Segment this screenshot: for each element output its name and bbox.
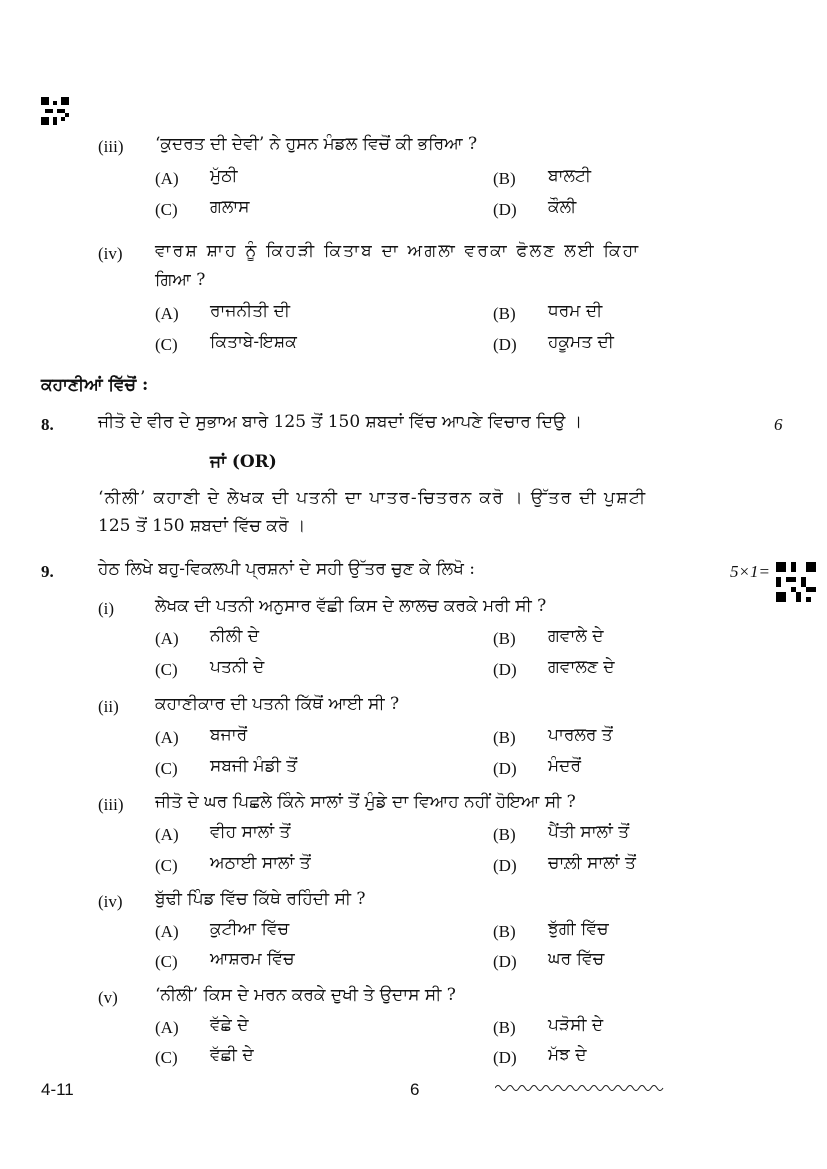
question-text: ‘ਕੁਦਰਤ ਦੀ ਦੇਵੀ’ ਨੇ ਹੁਸਨ ਮੰਡਲ ਵਿਚੋਂ ਕੀ ਭਰਿਆ ? [155, 134, 478, 154]
question-label: (v) [98, 988, 118, 1007]
option-text: ਅਠਾਈ ਸਾਲਾਂ ਤੋਂ [210, 853, 311, 873]
option-text: ਪੜੋਸੀ ਦੇ [548, 1015, 604, 1035]
option-key: (B) [493, 728, 516, 747]
option-key: (C) [155, 200, 178, 219]
marks: 5×1= [730, 562, 770, 581]
question-number: 9. [41, 562, 54, 581]
option-key: (D) [493, 952, 517, 971]
option-key: (B) [493, 922, 516, 941]
option-key: (C) [155, 1048, 178, 1067]
option-text: ਮੁੱਠੀ [210, 166, 238, 186]
option-key: (C) [155, 335, 178, 354]
question-text: ਲੇਖਕ ਦੀ ਪਤਨੀ ਅਨੁਸਾਰ ਵੱਛੀ ਕਿਸ ਦੇ ਲਾਲਚ ਕਰਕੇ ਮਰੀ ਸੀ ? [155, 596, 547, 616]
option-text: ਪਾਰਲਰ ਤੋਂ [548, 725, 613, 745]
question-label: (iv) [98, 892, 123, 911]
question-text-alternative-continued: 125 ਤੋਂ 150 ਸ਼ਬਦਾਂ ਵਿੱਚ ਕਰੋ । [98, 516, 306, 536]
option-text: ਵੱਛੇ ਦੇ [210, 1015, 249, 1035]
paper-code: 4-11 [41, 1080, 74, 1099]
question-label: (iii) [98, 137, 124, 156]
option-key: (C) [155, 759, 178, 778]
option-key: (A) [155, 1018, 179, 1037]
question-label: (i) [98, 599, 115, 618]
qr-code-icon [776, 562, 816, 602]
question-text: ਬੁੱਢੀ ਪਿੰਡ ਵਿੱਚ ਕਿੱਥੇ ਰਹਿੰਦੀ ਸੀ ? [155, 889, 366, 909]
option-text: ਘਰ ਵਿੱਚ [548, 949, 605, 969]
option-key: (A) [155, 169, 179, 188]
option-key: (C) [155, 660, 178, 679]
question-text: ਜੀਤੋ ਦੇ ਵੀਰ ਦੇ ਸੁਭਾਅ ਬਾਰੇ 125 ਤੋਂ 150 ਸ਼ਬਦਾਂ ਵਿੱਚ ਆਪਣੇ ਵਿਚਾਰ ਦਿਉ । [98, 412, 583, 432]
option-text: ਵੀਹ ਸਾਲਾਂ ਤੋਂ [210, 822, 291, 842]
question-text-alternative: ‘ਨੀਲੀ’ ਕਹਾਣੀ ਦੇ ਲੇਖਕ ਦੀ ਪਤਨੀ ਦਾ ਪਾਤਰ-ਚਿਤਰਨ ਕਰੋ । ਉੱਤਰ ਦੀ ਪੁਸ਼ਟੀ [98, 488, 647, 508]
option-text: ਪੈਂਤੀ ਸਾਲਾਂ ਤੋਂ [548, 822, 630, 842]
option-text: ਆਸ਼ਰਮ ਵਿੱਚ [210, 949, 295, 969]
option-text: ਗਵਾਲੇ ਦੇ [548, 626, 604, 646]
option-text: ਪਤਨੀ ਦੇ [210, 657, 265, 677]
question-text: ਜੀਤੋ ਦੇ ਘਰ ਪਿਛਲੇ ਕਿੰਨੇ ਸਾਲਾਂ ਤੋਂ ਮੁੰਡੇ ਦਾ ਵਿਆਹ ਨਹੀਂ ਹੋਇਆ ਸੀ ? [155, 792, 576, 812]
option-key: (D) [493, 660, 517, 679]
page-number: 6 [410, 1080, 420, 1099]
question-label: (iii) [98, 795, 124, 814]
question-number: 8. [41, 415, 54, 434]
option-text: ਗਲਾਸ [210, 197, 250, 217]
option-text: ਗਵਾਲਣ ਦੇ [548, 657, 615, 677]
option-key: (B) [493, 825, 516, 844]
option-text: ਕੌਲੀ [548, 197, 577, 217]
option-key: (C) [155, 952, 178, 971]
option-key: (B) [493, 1018, 516, 1037]
question-text: ਕਹਾਣੀਕਾਰ ਦੀ ਪਤਨੀ ਕਿੱਥੋਂ ਆਈ ਸੀ ? [155, 694, 400, 714]
option-text: ਹਕੂਮਤ ਦੀ [548, 332, 614, 352]
option-key: (B) [493, 169, 516, 188]
option-text: ਬਾਲਟੀ [548, 166, 591, 186]
option-key: (A) [155, 629, 179, 648]
option-key: (A) [155, 304, 179, 323]
question-text-continued: ਗਿਆ ? [155, 270, 206, 290]
option-key: (A) [155, 825, 179, 844]
option-text: ਚਾਲ਼ੀ ਸਾਲਾਂ ਤੋਂ [548, 853, 636, 873]
option-key: (B) [493, 304, 516, 323]
option-key: (A) [155, 922, 179, 941]
qr-code-icon [41, 97, 69, 125]
marks: 6 [774, 415, 783, 434]
option-text: ਬਜਾਰੋਂ [210, 725, 248, 745]
option-text: ਰਾਜਨੀਤੀ ਦੀ [210, 301, 291, 321]
option-key: (D) [493, 759, 517, 778]
option-key: (D) [493, 200, 517, 219]
option-text: ਨੀਲੀ ਦੇ [210, 626, 260, 646]
wavy-line-icon [495, 1082, 665, 1094]
option-text: ਕੁਟੀਆ ਵਿੱਚ [210, 919, 290, 939]
option-text: ਝੁੱਗੀ ਵਿੱਚ [548, 919, 609, 939]
option-key: (A) [155, 728, 179, 747]
option-text: ਕਿਤਾਬੇ-ਇਸ਼ਕ [210, 332, 297, 352]
or-label: ਜਾਂ (OR) [210, 452, 277, 472]
option-text: ਧਰਮ ਦੀ [548, 301, 603, 321]
question-text: ਹੇਠ ਲਿਖੇ ਬਹੁ-ਵਿਕਲਪੀ ਪ੍ਰਸ਼ਨਾਂ ਦੇ ਸਹੀ ਉੱਤਰ ਚੁਣ ਕੇ ਲਿਖੋ : [98, 559, 476, 579]
question-text: ਵਾਰਸ਼ ਸ਼ਾਹ ਨੂੰ ਕਿਹੜੀ ਕਿਤਾਬ ਦਾ ਅਗਲਾ ਵਰਕਾ ਫੋਲਣ ਲਈ ਕਿਹਾ [155, 241, 641, 261]
option-text: ਵੱਛੀ ਦੇ [210, 1045, 254, 1065]
option-key: (B) [493, 629, 516, 648]
question-label: (ii) [98, 697, 119, 716]
option-key: (C) [155, 856, 178, 875]
option-text: ਮੰਦਰੋਂ [548, 756, 581, 776]
question-text: ‘ਨੀਲੀ’ ਕਿਸ ਦੇ ਮਰਨ ਕਰਕੇ ਦੁਖੀ ਤੇ ਉਦਾਸ ਸੀ ? [155, 985, 456, 1005]
option-key: (D) [493, 1048, 517, 1067]
question-label: (iv) [98, 244, 123, 263]
option-text: ਸਬਜੀ ਮੰਡੀ ਤੋਂ [210, 756, 298, 776]
section-heading: ਕਹਾਣੀਆਂ ਵਿੱਚੋਂ : [41, 375, 149, 395]
option-key: (D) [493, 856, 517, 875]
option-text: ਮੱਝ ਦੇ [548, 1045, 587, 1065]
option-key: (D) [493, 335, 517, 354]
